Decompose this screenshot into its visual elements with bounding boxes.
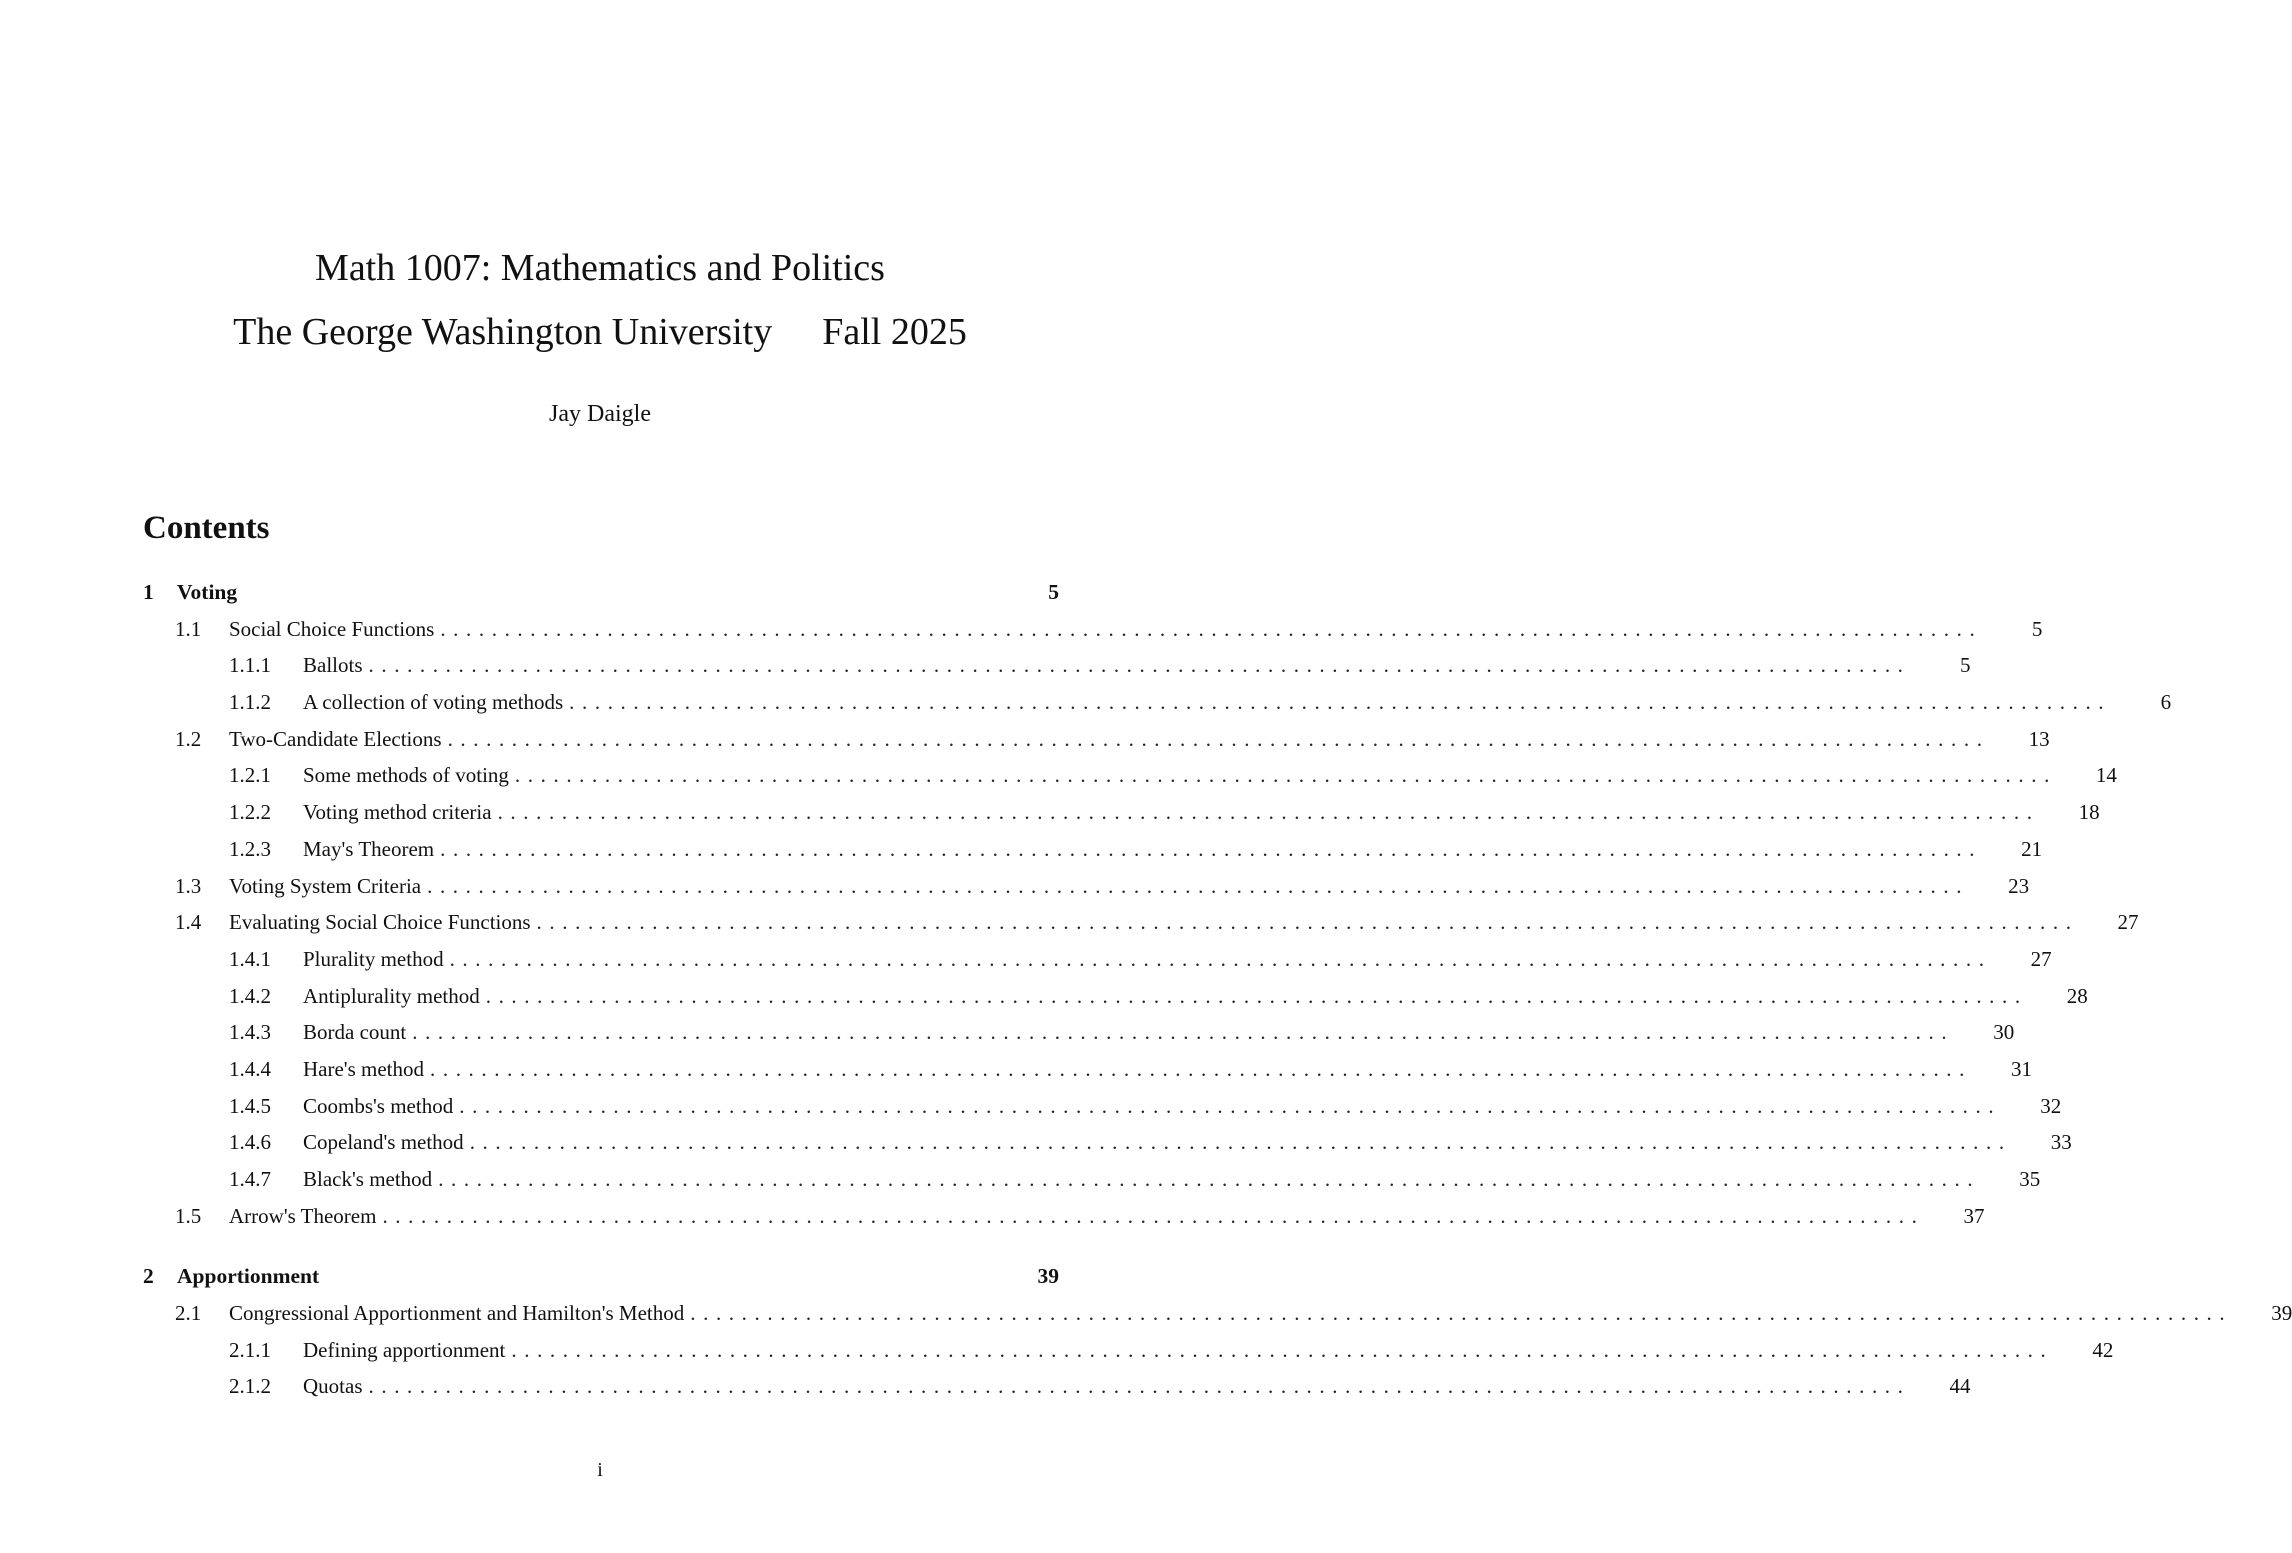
toc-dot-leader: ........................................................................................................................ [469, 1130, 2012, 1155]
toc-entry-number: 1.1.2 [229, 690, 271, 715]
toc-entry-label: Evaluating Social Choice Functions [229, 910, 531, 935]
toc-entry-number: 1.4.6 [229, 1130, 271, 1155]
toc-entry-label: Quotas [303, 1374, 363, 1399]
toc-entry-label: Social Choice Functions [229, 616, 435, 641]
toc-section-entry[interactable] [143, 721, 2050, 758]
toc-entry-label: Hare's method [303, 1056, 424, 1081]
toc-entry-label: Borda count [303, 1020, 407, 1045]
toc-entry-number: 1.4.3 [229, 1020, 271, 1045]
toc-entry-number: 2.1.1 [229, 1337, 271, 1362]
toc-entry-page: 39 [1037, 1264, 1059, 1289]
toc-entry-label: A collection of voting methods [303, 690, 564, 715]
toc-entry-page: 5 [2031, 616, 2043, 641]
toc-entry-page: 37 [1963, 1203, 1985, 1228]
toc-entry-number: 2.1.2 [229, 1374, 271, 1399]
toc-entry-number: 1.2.2 [229, 800, 271, 825]
toc-dot-leader: ........................................................................................................................ [368, 1374, 1911, 1399]
toc-entry-number: 1.1 [175, 616, 202, 641]
toc-subsection-entry[interactable] [143, 794, 2100, 831]
toc-entry-label: Congressional Apportionment and Hamilton's Method [229, 1301, 685, 1326]
toc-section-entry[interactable] [143, 904, 2139, 941]
toc-entry-number: 1.3 [175, 873, 202, 898]
toc-section-entry[interactable] [143, 1295, 2292, 1332]
toc-entry-number: 1 [143, 580, 154, 604]
toc-entry-number: 2 [143, 1264, 154, 1289]
toc-entry-page: 33 [2050, 1130, 2072, 1155]
toc-entry-page: 42 [2092, 1337, 2114, 1362]
toc-subsection-entry[interactable] [143, 831, 2043, 868]
toc-dot-leader: ........................................................................................................................ [449, 946, 1992, 971]
toc-entry-number: 1.2 [175, 726, 202, 751]
toc-entry-label: Voting method criteria [303, 800, 492, 825]
toc-dot-leader: ........................................................................................................................ [447, 726, 1990, 751]
toc-section-entry[interactable] [143, 1198, 1985, 1235]
toc-dot-leader: ........................................................................................................................ [536, 910, 2079, 935]
toc-subsection-entry[interactable] [143, 941, 2052, 978]
toc-subsection-entry[interactable] [143, 647, 1971, 684]
toc-entry-number: 1.4.4 [229, 1056, 271, 1081]
toc-dot-leader: ........................................................................................................................ [690, 1301, 2233, 1326]
toc-entry-label: Ballots [303, 653, 363, 678]
toc-section-entry[interactable] [143, 868, 2030, 905]
author-name: Jay Daigle [549, 401, 651, 427]
toc-entry-page: 27 [2030, 946, 2052, 971]
document-title: Math 1007: Mathematics and Politics [315, 247, 885, 289]
toc-subsection-entry[interactable] [143, 1014, 2015, 1051]
toc-entry-number: 2.1 [175, 1301, 202, 1326]
toc-entry-label: Two-Candidate Elections [229, 726, 442, 751]
toc-entry-number: 1.2.3 [229, 836, 271, 861]
toc-entry-label: Coombs's method [303, 1093, 454, 1118]
institution-name: The George Washington University [233, 311, 773, 353]
toc-entry-label: Apportionment [177, 1264, 320, 1289]
toc-section-entry[interactable] [143, 611, 2043, 648]
toc-subsection-entry[interactable] [143, 1088, 2062, 1125]
toc-entry-page: 13 [2028, 726, 2050, 751]
document-subtitle [0, 310, 1200, 354]
toc-dot-leader: ........................................................................................................................ [427, 873, 1970, 898]
toc-dot-leader: ........................................................................................................................ [382, 1203, 1925, 1228]
toc-entry-number: 1.5 [175, 1203, 202, 1228]
toc-dot-leader: ........................................................................................................................ [440, 836, 1983, 861]
toc-subsection-entry[interactable] [143, 978, 2088, 1015]
toc-entry-number: 1.4.1 [229, 946, 271, 971]
toc-entry-label: May's Theorem [303, 836, 435, 861]
toc-subsection-entry[interactable] [143, 684, 2172, 721]
toc-entry-page: 5 [1048, 580, 1059, 604]
toc-chapter-entry[interactable] [143, 574, 1059, 611]
toc-entry-page: 30 [1993, 1020, 2015, 1045]
toc-entry-label: Black's method [303, 1167, 433, 1191]
toc-entry-label: Some methods of voting [303, 763, 509, 788]
toc-entry-page: 31 [2011, 1056, 2032, 1081]
toc-subsection-entry[interactable] [143, 757, 2117, 794]
toc-entry-page: 27 [2117, 910, 2139, 935]
toc-dot-leader: ........................................................................................................................ [497, 800, 2040, 825]
toc-entry-page: 18 [2078, 800, 2100, 825]
toc-dot-leader: ........................................................................................................................ [412, 1020, 1955, 1045]
toc-subsection-entry[interactable] [143, 1124, 2072, 1161]
toc-dot-leader: ........................................................................................................................ [485, 983, 2028, 1008]
toc-entry-number: 1.4.2 [229, 983, 271, 1008]
toc-entry-page: 39 [2271, 1301, 2292, 1326]
contents-heading: Contents [143, 510, 270, 546]
toc-entry-number: 1.4.5 [229, 1093, 271, 1118]
toc-entry-page: 21 [2021, 836, 2043, 861]
term-label: Fall 2025 [822, 311, 967, 353]
toc-entry-number: 1.4.7 [229, 1167, 271, 1191]
toc-entry-label: Voting [177, 580, 238, 604]
toc-entry-number: 1.4 [175, 910, 202, 935]
toc-entry-number: 1.2.1 [229, 763, 271, 788]
toc-entry-page: 28 [2066, 983, 2088, 1008]
toc-dot-leader: ........................................................................................................................ [569, 690, 2112, 715]
toc-entry-number: 1.1.1 [229, 653, 271, 678]
toc-subsection-entry[interactable] [143, 1332, 2114, 1369]
toc-entry-label: Defining apportionment [303, 1337, 506, 1362]
toc-entry-label: Antiplurality method [303, 983, 480, 1008]
toc-dot-leader: ........................................................................................................................ [511, 1337, 2054, 1362]
table-of-contents [143, 574, 2292, 1405]
toc-entry-page: 35 [2019, 1167, 2041, 1191]
toc-entry-label: Plurality method [303, 946, 444, 971]
toc-subsection-entry[interactable] [143, 1051, 2032, 1088]
toc-subsection-entry[interactable] [143, 1368, 1971, 1405]
toc-entry-label: Voting System Criteria [229, 873, 422, 898]
toc-entry-page: 23 [2008, 873, 2030, 898]
toc-entry-label: Arrow's Theorem [229, 1203, 377, 1228]
toc-entry-page: 6 [2160, 690, 2172, 715]
toc-entry-page: 32 [2040, 1093, 2062, 1118]
toc-entry-page: 5 [1960, 653, 1971, 678]
toc-dot-leader: ........................................................................................................................ [459, 1093, 2002, 1118]
toc-dot-leader: ........................................................................................................................ [514, 763, 2057, 788]
toc-dot-leader: ........................................................................................................................ [430, 1056, 1972, 1081]
toc-dot-leader: ........................................................................................................................ [440, 616, 1983, 641]
page-number: i [597, 1459, 603, 1481]
toc-chapter-entry[interactable] [143, 1258, 1059, 1295]
toc-dot-leader: ........................................................................................................................ [438, 1167, 1981, 1191]
toc-subsection-entry[interactable] [143, 1161, 2041, 1198]
toc-entry-page: 44 [1949, 1374, 1971, 1399]
toc-entry-page: 14 [2095, 763, 2117, 788]
toc-entry-label: Copeland's method [303, 1130, 464, 1155]
toc-dot-leader: ........................................................................................................................ [368, 653, 1911, 678]
